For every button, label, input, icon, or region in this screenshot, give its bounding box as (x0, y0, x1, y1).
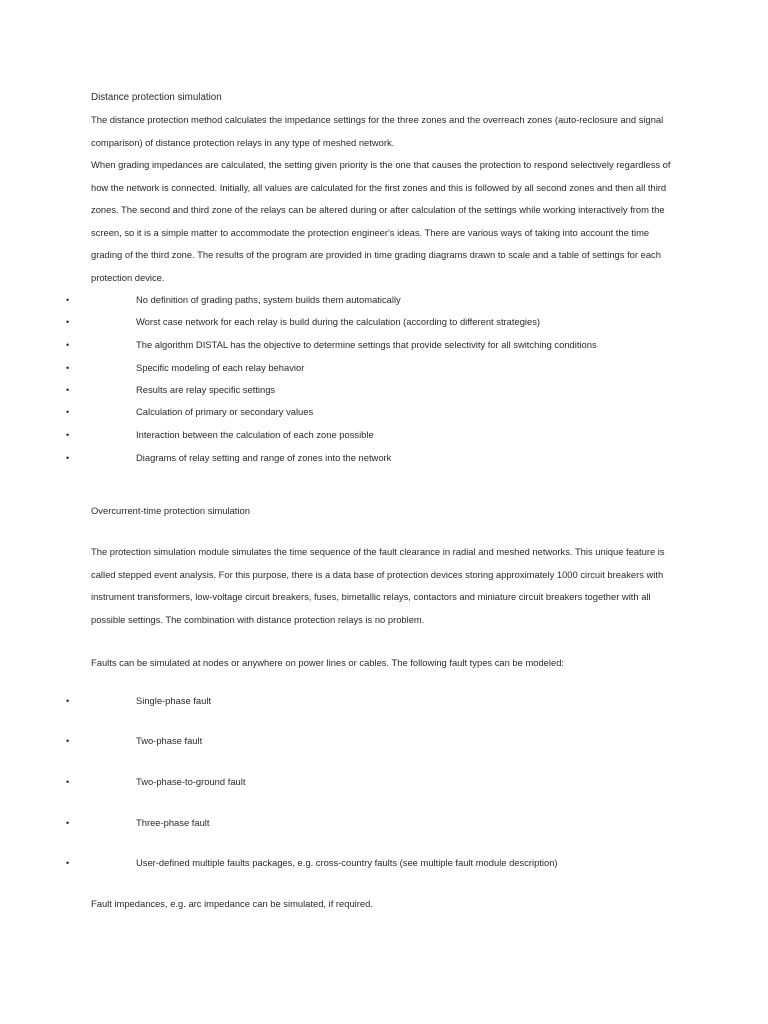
bullet-glyph: • (66, 453, 70, 463)
bullet-glyph: • (66, 777, 70, 787)
list-item-text: Specific modeling of each relay behavior (136, 362, 305, 373)
list-item-text: Two-phase-to-ground fault (136, 776, 246, 787)
bullet-glyph: • (66, 295, 70, 305)
bullet-glyph: • (66, 363, 70, 373)
bullet-glyph: • (66, 430, 70, 440)
paragraph-faults-intro: Faults can be simulated at nodes or anywhere on power lines or cables. The following fault types can be modeled: (91, 657, 565, 668)
list-item-text: Interaction between the calculation of each zone possible (136, 429, 374, 440)
bullet-glyph: • (66, 317, 70, 327)
list-item-text: The algorithm DISTAL has the objective to determine settings that provide selectivity for all switching conditions (136, 339, 597, 350)
list-item-text: Three-phase fault (136, 817, 210, 828)
list-item-text: Worst case network for each relay is build during the calculation (according to different strategies) (136, 316, 541, 327)
paragraph-overcurrent-body: The protection simulation module simulates the time sequence of the fault clearance in radial and meshed networks. This unique feature is called stepped event analysis. For this purpose, there is a data base of protection devices storing approximately 1000 circuit breakers with instrument transformers, low-voltage circuit breakers, fuses, bimetallic relays, contactors and miniature circuit breakers together with all possible settings. The combination with distance protection relays is no problem. (91, 546, 665, 625)
list-item-text: Diagrams of relay setting and range of zones into the network (136, 452, 392, 463)
paragraph-distance-body: When grading impedances are calculated, the setting given priority is the one that causes the protection to respond selectively regardless of how the network is connected. Initially, all values are calculated for the first zones and this is followed by all second zones and then all third zones. The second and third zone of the relays can be altered during or after calculation of the settings while working interactively from the screen, so it is a simple matter to accommodate the protection engineer's ideas. There are various ways of taking into account the time grading of the third zone. The results of the program are provided in time grading diagrams drawn to scale and a table of settings for each protection device. (91, 159, 671, 283)
bullet-glyph: • (66, 385, 70, 395)
list-item-text: User-defined multiple faults packages, e.g. cross-country faults (see multiple fault module description) (136, 857, 558, 868)
section-heading-overcurrent: Overcurrent-time protection simulation (91, 505, 250, 516)
paragraph-distance-intro: The distance protection method calculates the impedance settings for the three zones and the overreach zones (auto-reclosure and signal comparison) of distance protection relays in any type of meshed network. (91, 114, 664, 148)
list-item-text: Two-phase fault (136, 735, 203, 746)
paragraph-closing: Fault impedances, e.g. arc impedance can be simulated, if required. (91, 898, 373, 909)
list-item-text: Single-phase fault (136, 695, 212, 706)
bullet-glyph: • (66, 818, 70, 828)
list-item-text: Calculation of primary or secondary values (136, 406, 314, 417)
section-heading-distance-protection: Distance protection simulation (91, 92, 222, 103)
bullet-glyph: • (66, 407, 70, 417)
bullet-glyph: • (66, 736, 70, 746)
bullet-glyph: • (66, 340, 70, 350)
list-item-text: No definition of grading paths, system builds them automatically (136, 294, 401, 305)
bullet-glyph: • (66, 696, 70, 706)
bullet-glyph: • (66, 858, 70, 868)
list-item-text: Results are relay specific settings (136, 384, 276, 395)
